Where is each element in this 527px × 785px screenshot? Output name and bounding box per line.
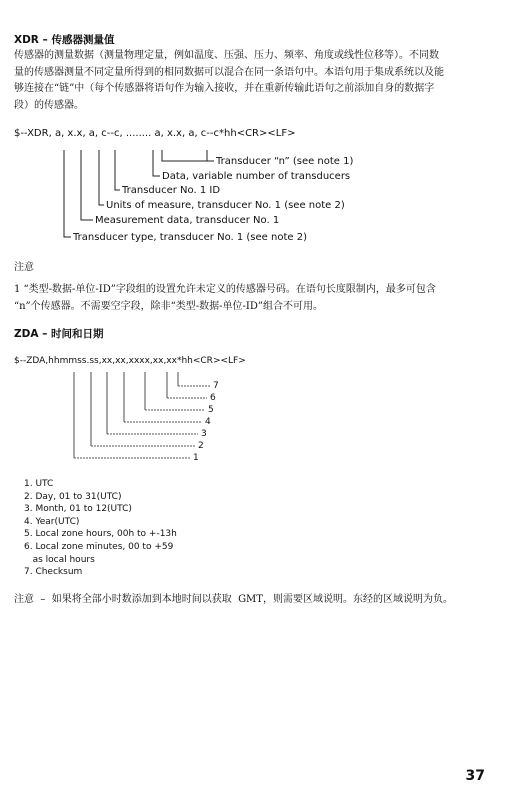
zda-num-6: 6 [210, 393, 216, 403]
zda-num-7: 7 [213, 381, 219, 391]
list-item: 6. Local zone minutes, 00 to +59 [24, 541, 174, 552]
zda-heading: ZDA – 时间和日期 [14, 328, 104, 340]
xdr-label-data-variable: Data, variable number of transducers [162, 171, 351, 182]
page-number: 37 [465, 768, 485, 784]
zda-num-3: 3 [201, 429, 207, 439]
xdr-intro-line: 传感器的测量数据（测量物理定量，例如温度、压强、压力、频率、角度或线性位移等）。不同数 [14, 50, 439, 61]
list-item: 2. Day, 01 to 31(UTC) [24, 491, 122, 502]
zda-num-4: 4 [205, 417, 211, 427]
zda-num-2: 2 [198, 441, 204, 451]
zda-num-1: 1 [193, 453, 199, 463]
zda-format: $--ZDA,hhmmss.ss,xx,xx,xxxx,xx,xx*hh<CR><LF> [14, 356, 246, 366]
list-item: 7. Checksum [24, 567, 83, 578]
note2: 注意 – 如果将全部小时数添加到本地时间以获取 GMT，则需要区域说明。东经的区域说明为负。 [14, 594, 453, 605]
zda-field-list [24, 478, 177, 579]
list-item: 4. Year(UTC) [24, 516, 80, 527]
xdr-label-transducer-id: Transducer No. 1 ID [122, 185, 221, 196]
note-heading: 注意 [14, 262, 34, 273]
note1-line: 1 “类型-数据-单位-ID”字段组的设置允许未定义的传感器号码。在语句长度限制内，最多可包含 [14, 284, 436, 295]
xdr-label-units: Units of measure, transducer No. 1 (see note 2) [106, 200, 345, 211]
xdr-intro-line: 段）的传感器。 [14, 99, 84, 111]
zda-num-5: 5 [208, 405, 214, 415]
xdr-heading: XDR – 传感器测量值 [14, 34, 115, 46]
xdr-format: $--XDR, a, x.x, a, c--c, ........ a, x.x, a, c--c*hh<CR><LF> [14, 128, 296, 139]
xdr-label-transducer-n: Transducer “n” (see note 1) [216, 156, 354, 167]
xdr-intro-line: 量的传感器测量不同定量所得到的相同数据可以混合在同一条语句中。本语句用于集成系统以及能 [14, 66, 444, 78]
list-item: 5. Local zone hours, 00h to +-13h [24, 529, 177, 540]
xdr-label-measurement: Measurement data, transducer No. 1 [95, 215, 280, 226]
xdr-intro-line: 够连接在“链”中（每个传感器将语句作为输入接收，并在重新传输此语句之前添加自身的数据字 [14, 83, 435, 94]
list-item: 1. UTC [24, 479, 54, 489]
note1-line: “n”个传感器。不需要空字段，除非“类型-数据-单位-ID”组合不可用。 [14, 300, 323, 312]
list-item: 3. Month, 01 to 12(UTC) [24, 504, 132, 515]
xdr-label-transducer-type: Transducer type, transducer No. 1 (see note 2) [73, 232, 307, 243]
list-item: as local hours [24, 554, 95, 565]
